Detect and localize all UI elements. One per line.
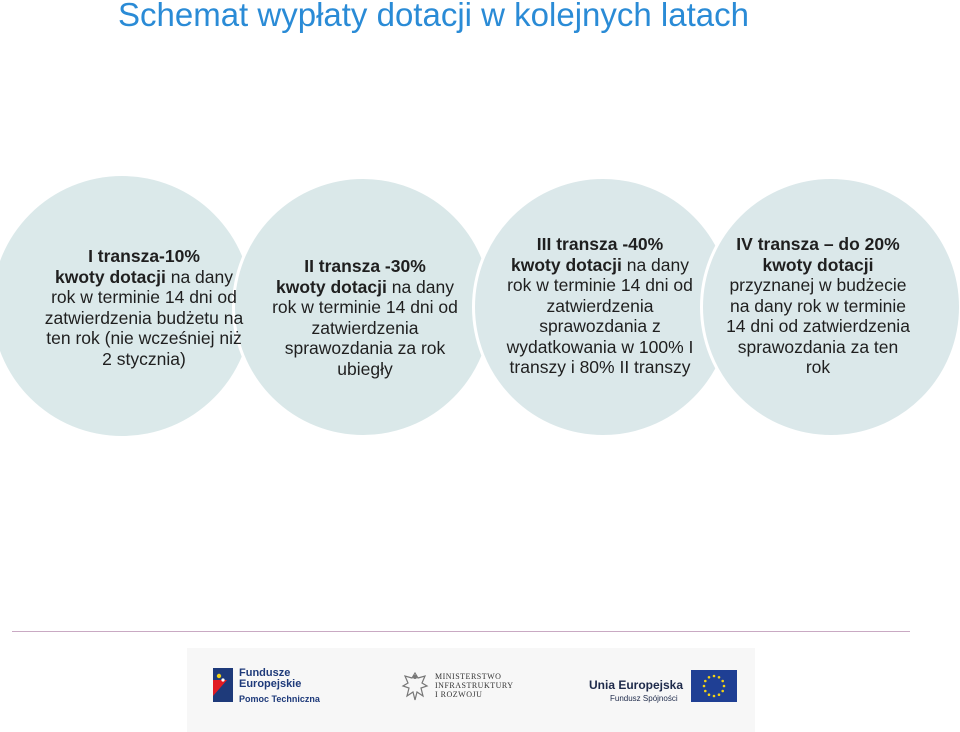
eu-fund-text: Fundusz Spójności (610, 694, 678, 703)
stage-1-bold: kwoty dotacji (54, 266, 166, 287)
fe-line-2: Europejskie (239, 678, 302, 690)
page-title: Schemat wypłaty dotacji w kolejnych latach (118, 0, 749, 33)
stage-2-rest-b: dany rok w terminie 14 dni od zatwierdzenia sprawozdania za rok ubiegły (272, 276, 458, 379)
stage-2-bold: kwoty dotacji (275, 276, 387, 297)
polish-eagle-icon (401, 670, 429, 704)
stage-1-rest-b: dany rok w terminie 14 dni od zatwierdzenia budżetu na ten rok (nie wcześniej niż 2 stycznia) (44, 266, 244, 369)
stage-4-heading: IV transza – do 20% kwoty (736, 234, 900, 275)
eu-title-text: Unia Europejska (589, 678, 684, 692)
stage-2-rest-a: na (386, 276, 412, 297)
ministry-text (435, 672, 514, 699)
stage-2-heading: II transza -30% (304, 256, 426, 276)
footer-divider (12, 631, 910, 632)
stage-3-bold: kwoty dotacji (510, 254, 622, 275)
fe-line-1: Fundusze (239, 667, 291, 679)
stage-text-3 (500, 234, 700, 378)
mi-line-1: MINISTERSTWO (435, 672, 502, 681)
footer-logos (187, 648, 755, 732)
stage-4-rest-b: w budżecie na dany rok w terminie 14 dni od zatwierdzenia sprawozdania za ten rok (726, 275, 910, 377)
stage-text-4 (724, 234, 912, 378)
fundusze-europejskie-logo-icon (209, 666, 235, 706)
stage-3-rest-a: na (621, 254, 647, 275)
stage-1-heading: I transza-10% (88, 246, 200, 266)
stage-4-bold: dotacji (817, 254, 874, 275)
stage-3-heading: III transza -40% (536, 234, 664, 254)
mi-line-2: INFRASTRUKTURY (435, 681, 514, 690)
stage-3-rest-b: dany rok w terminie 14 dni od zatwierdzenia sprawozdania z wydatkowania w 100% I transzy i 80% II transzy (506, 254, 694, 377)
fundusze-europejskie-text (239, 668, 320, 705)
eu-flag-icon (691, 670, 737, 702)
stage-text-2 (270, 256, 460, 379)
mi-line-3: I ROZWOJU (435, 690, 483, 699)
stage-1-rest-a: na (165, 266, 191, 287)
fe-line-3: Pomoc Techniczna (239, 694, 320, 704)
stage-text-1 (44, 246, 244, 369)
stage-4-rest-a: przyznanej (729, 275, 815, 295)
